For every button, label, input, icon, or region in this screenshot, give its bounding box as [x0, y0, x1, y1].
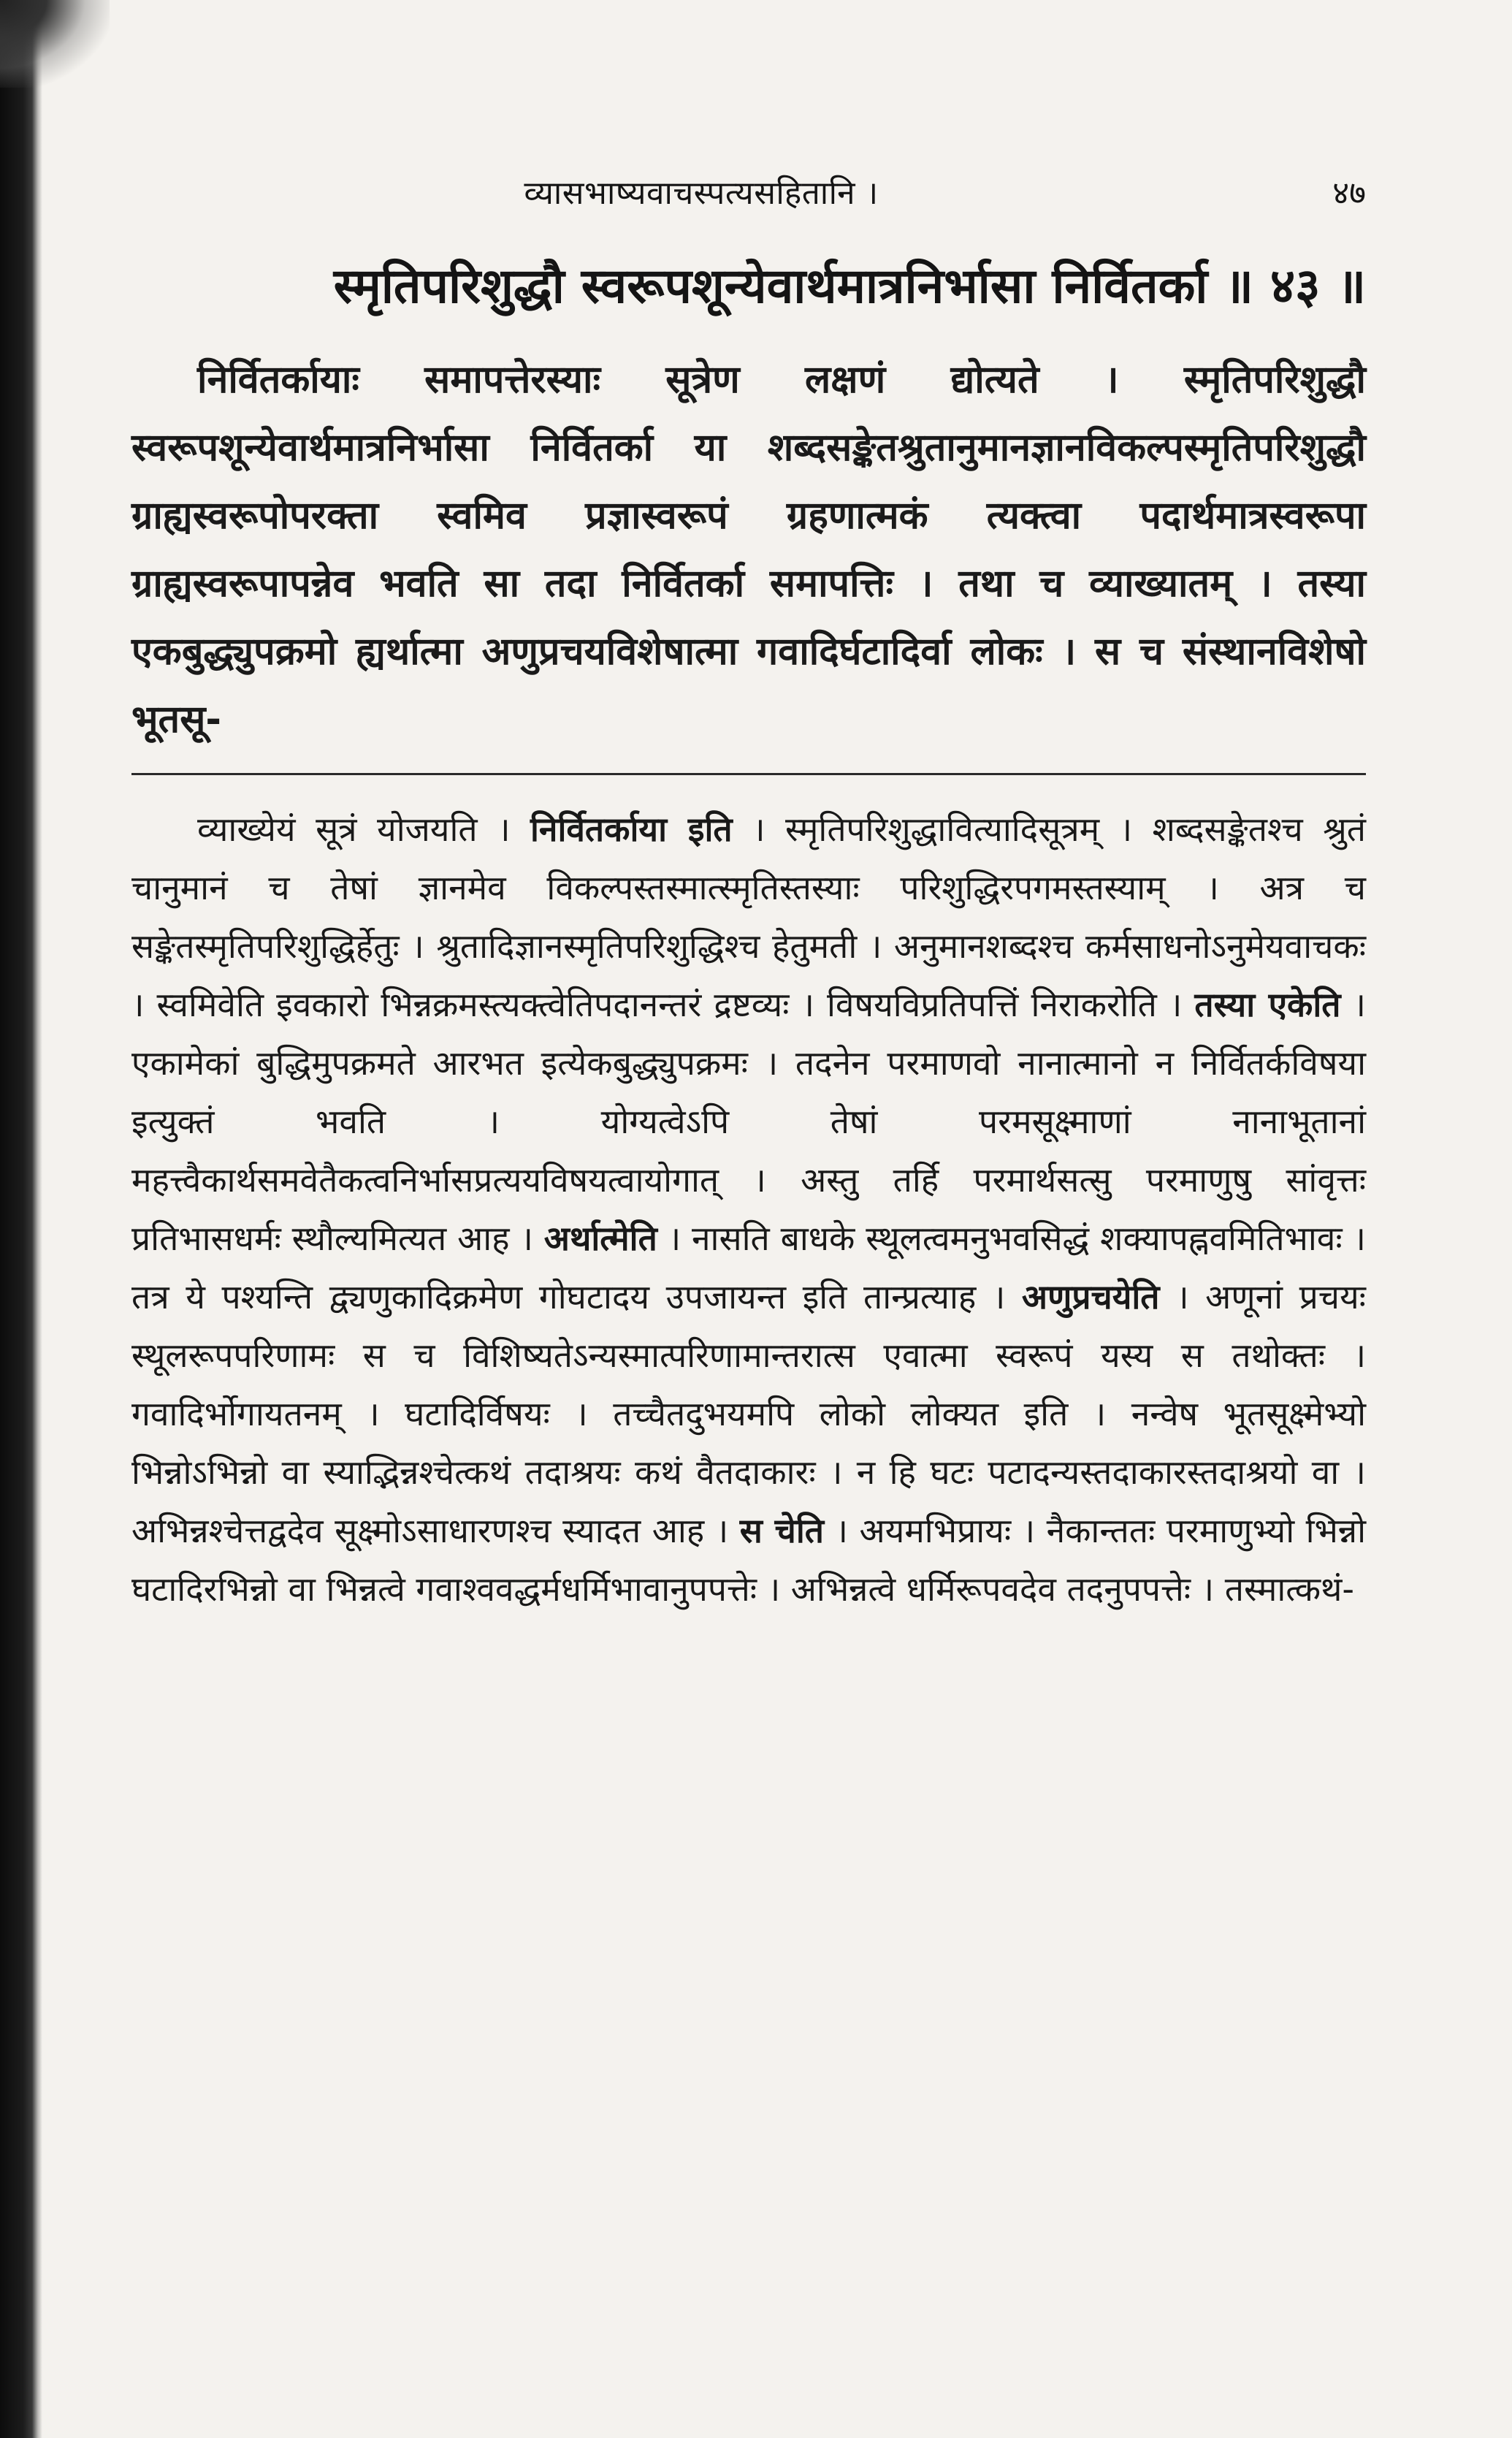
commentary-text: । अयमभिप्रायः । नैकान्ततः परमाणुभ्यो भिन्नो घटादिरभिन्नो वा भिन्नत्वे गवाश्ववद्धर्मधर्मिभावानुपपत्तेः । अभिन्नत्वे धर्मिरूपवदेव तदनुपपत्तेः । तस्मात्कथं- — [131, 1511, 1366, 1609]
commentary-text: व्याख्येयं सूत्रं योजयति । — [197, 810, 530, 849]
commentary-lemma: अणुप्रचयेति — [1021, 1277, 1160, 1317]
sutra-heading: स्मृतिपरिशुद्धौ स्वरूपशून्येवार्थमात्रनिर्भासा निर्वितर्का ॥ ४३ ॥ — [333, 258, 1366, 314]
running-title: व्यासभाष्यवाचस्पत्यसहितानि । — [524, 175, 879, 212]
commentary-paragraph — [131, 800, 1366, 1618]
commentary-lemma: स चेति — [739, 1511, 825, 1550]
commentary-lemma: निर्वितर्काया इति — [530, 810, 733, 849]
bhashya-paragraph: निर्वितर्कायाः समापत्तेरस्याः सूत्रेण लक्षणं द्योत्यते । स्मृतिपरिशुद्धौ स्वरूपशून्येवार्थमात्रनिर्भासा निर्वितर्का या शब्दसङ्केतश्रुतानुमानज्ञानविकल्पस्मृतिपरिशुद्धौ ग्राह्यस्वरूपोपरक्ता स्वमिव प्रज्ञास्वरूपं ग्रहणात्मकं त्यक्त्वा पदार्थमात्रस्वरूपा ग्राह्यस्वरूपापन्नेव भवति सा तदा निर्वितर्का समापत्तिः । तथा च व्याख्यातम् । तस्या एकबुद्ध्युपक्रमो ह्यर्थात्मा अणुप्रचयविशेषात्मा गवादिर्घटादिर्वा लोकः । स च संस्थानविशेषो भूतसू- — [131, 358, 1366, 742]
scan-corner-smudge — [0, 0, 110, 88]
commentary-lemma: तस्या एकेति — [1194, 985, 1341, 1024]
page-number: ४७ — [1332, 175, 1366, 212]
footnote-divider — [131, 773, 1366, 775]
scan-binding-shadow — [0, 0, 42, 2438]
commentary-text: । स्मृतिपरिशुद्धावित्यादिसूत्रम् । शब्दसङ्केतश्च श्रुतं चानुमानं च तेषां ज्ञानमेव विकल्पस्तस्मात्स्मृतिस्तस्याः परिशुद्धिरपगमस्तस्याम् । अत्र च सङ्केतस्मृतिपरिशुद्धिर्हेतुः । श्रुतादिज्ञानस्मृतिपरिशुद्धिश्च हेतुमती । अनुमानशब्दश्च कर्मसाधनोऽनुमेयवाचकः । स्वमिवेति इवकारो भिन्नक्रमस्त्यक्त्वेतिपदानन्तरं द्रष्टव्यः । विषयविप्रतिपत्तिं निराकरोति । — [131, 810, 1366, 1024]
running-head — [131, 168, 1366, 219]
commentary-text: । एकामेकां बुद्धिमुपक्रमते आरभत इत्येकबुद्ध्युपक्रमः । तदनेन परमाणवो नानात्मानो न निर्वितर्कविषया इत्युक्तं भवति । योग्यत्वेऽपि तेषां परमसूक्ष्माणां नानाभूतानां महत्त्वैकार्थसमवेतैकत्वनिर्भासप्रत्ययविषयत्वायोगात् । अस्तु तर्हि परमार्थसत्सु परमाणुषु सांवृत्तः प्रतिभासधर्मः स्थौल्यमित्यत आह । — [131, 985, 1367, 1258]
commentary-lemma: अर्थात्मेति — [543, 1219, 657, 1258]
commentary-text: । नासति बाधके स्थूलत्वमनुभवसिद्धं शक्यापह्नवमितिभावः । तत्र ये पश्यन्ति द्व्यणुकादिक्रमेण गोघटादय उपजायन्त इति तान्प्रत्याह । — [131, 1219, 1366, 1317]
book-page — [131, 168, 1367, 1618]
commentary-text: । अणूनां प्रचयः स्थूलरूपपरिणामः स च विशिष्यतेऽन्यस्मात्परिणामान्तरात्स एवात्मा स्वरूपं यस्य स तथोक्तः । गवादिर्भोगायतनम् । घटादिर्विषयः । तच्चैतदुभयमपि लोको लोक्यत इति । नन्वेष भूतसूक्ष्मेभ्यो भिन्नोऽभिन्नो वा स्याद्भिन्नश्चेत्कथं तदाश्रयः कथं वैतदाकारः । न हि घटः पटादन्यस्तदाकारस्तदाश्रयो वा । अभिन्नश्चेत्तद्वदेव सूक्ष्मोऽसाधारणश्च स्यादत आह । — [131, 1277, 1366, 1550]
